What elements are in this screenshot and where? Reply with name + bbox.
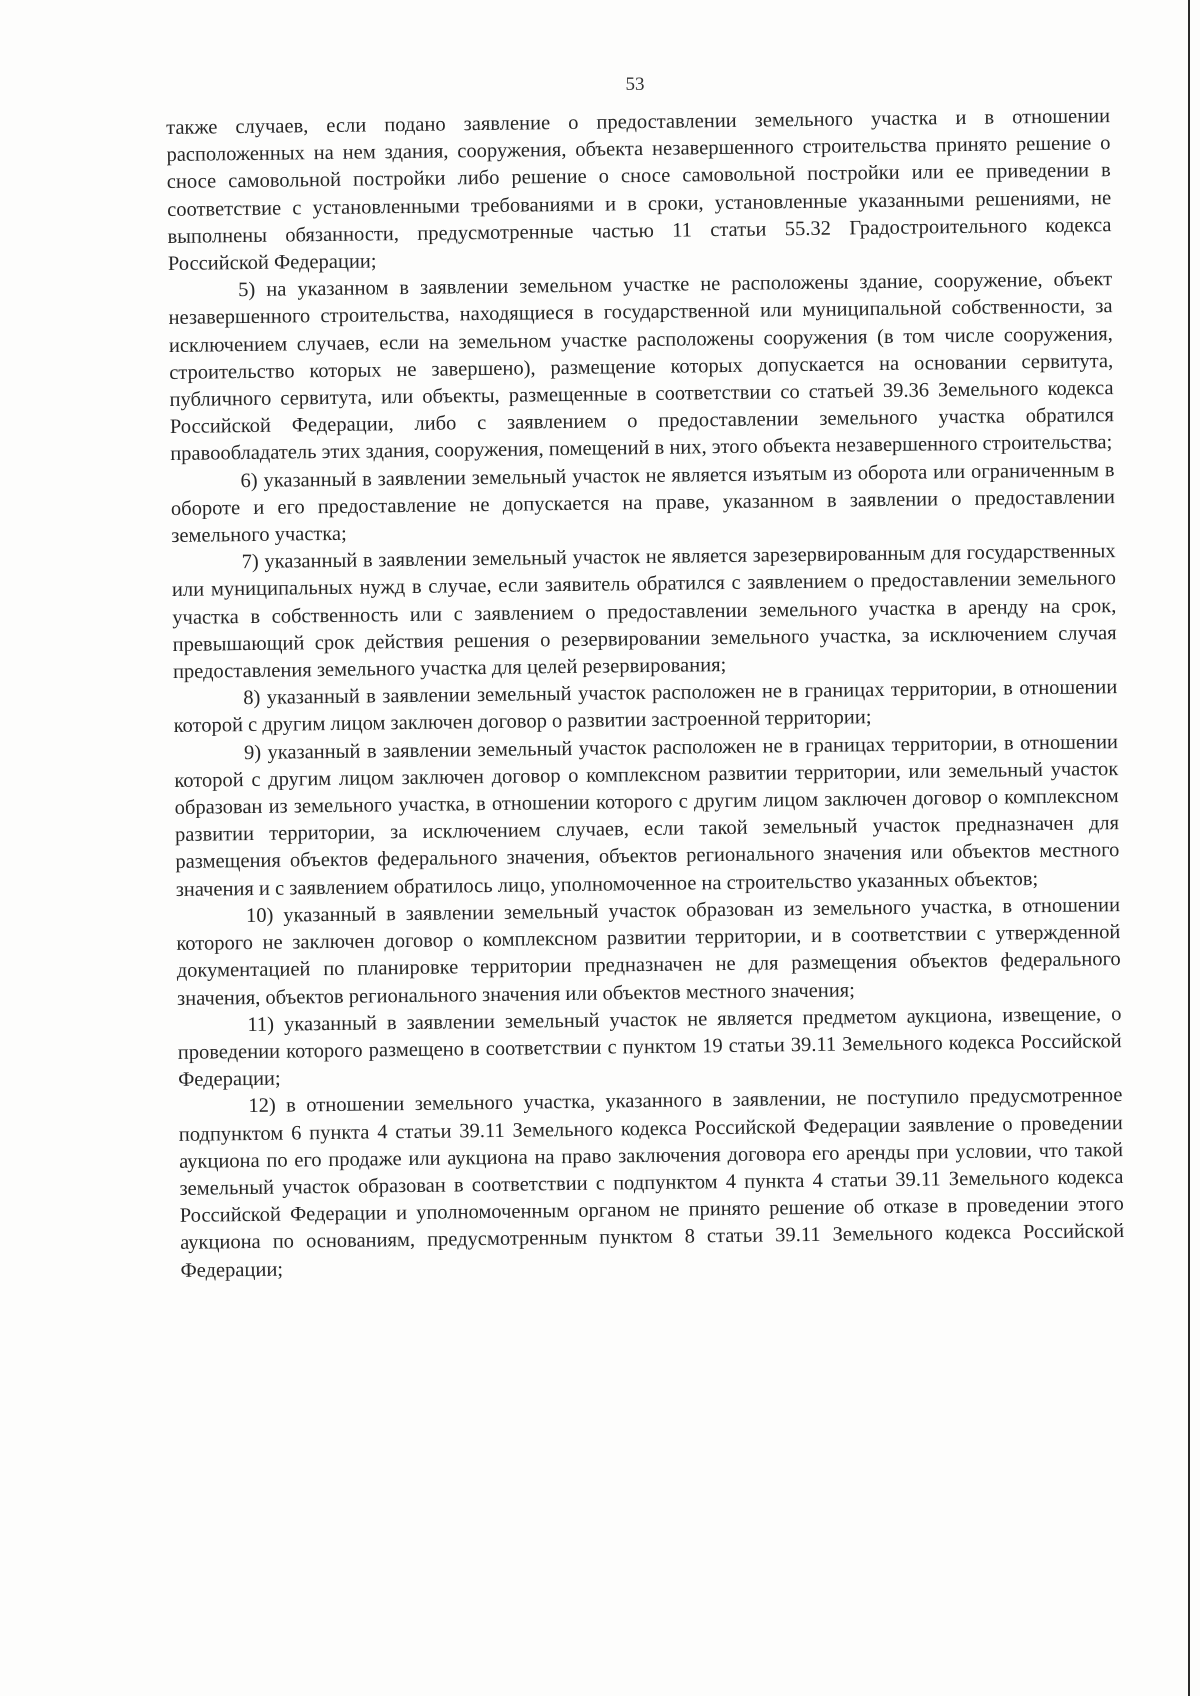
paragraph-continuation: также случаев, если подано заявление о предоставлении земельного участка и в отношении расположенных на нем здания, сооружения, объекта незавершенного строительства принято решение о сносе самовольной постройки либо решение о сносе самовольной постройки или ее приведении в соответствие с установленными требованиями и в сроки, установленные указанными решениями, не выполнены обязанности, предусмотренные частью 11 статьи 55.32 Градостроительного кодекса Российской Федерации; xyxy=(166,105,1112,276)
scan-edge-line xyxy=(1188,0,1190,1696)
paragraph-item-6: 6) указанный в заявлении земельный участок не является изъятым из оборота или ограниченным в обороте и его предоставление не допускается на праве, указанном в заявлении о предоставлении земельного участка; xyxy=(170,458,1116,548)
paragraph-item-12: 12) в отношении земельного участка, указанного в заявлении, не поступило предусмотренное подпунктом 6 пункта 4 статьи 39.11 Земельного кодекса Российской Федерации заявление о проведении аукциона по его продаже или аукциона на право заключения договора его аренды при условии, что такой земельный участок образован в соответствии с подпунктом 4 пункта 4 статьи 39.11 Земельного кодекса Российской Федерации и уполномоченным органом не принято решение об отказе в проведении этого аукциона по основаниям, предусмотренным пунктом 8 статьи 39.11 Земельного кодекса Российской Федерации; xyxy=(178,1084,1125,1282)
paragraph-item-8: 8) указанный в заявлении земельный участок расположен не в границах территории, в отношении которой с другим лицом заключен договор о развитии застроенной территории; xyxy=(173,676,1118,738)
page-number: 53 xyxy=(625,74,645,95)
document-body xyxy=(166,103,1125,1285)
paragraph-item-7: 7) указанный в заявлении земельный участок не является зарезервированным для государственных или муниципальных нужд в случае, если заявитель обратился с заявлением о предоставлении земельного участка в собственность или с заявлением о предоставлении земельного участка в аренду на срок, превышающий срок действия решения о резервировании земельного участка, за исключением случая предоставления земельного участка для целей резервирования; xyxy=(171,540,1117,684)
paragraph-item-9: 9) указанный в заявлении земельный участок расположен не в границах территории, в отношении которой с другим лицом заключен договор о комплексном развитии территории, или земельный участок образован из земельного участка, в отношении которого с другим лицом заключен договор о комплексном развитии территории, за исключением случаев, если такой земельный участок предназначен для размещения объектов федерального значения, объектов регионального значения или объектов местного значения и с заявлением обратилось лицо, уполномоченное на строительство указанных объектов; xyxy=(174,730,1120,901)
paragraph-item-5: 5) на указанном в заявлении земельном участке не расположены здание, сооружение, объект незавершенного строительства, находящиеся в государственной или муниципальной собственности, за исключением случаев, если на земельном участке расположены сооружения (в том числе сооружения, строительство которых не завершено), размещение которых допускается на основании сервитута, публичного сервитута, или объекты, размещенные в соответствии со статьей 39.36 Земельного кодекса Российской Федерации, либо с заявлением о предоставлении земельного участка обратился правообладатель этих здания, сооружения, помещений в них, этого объекта незавершенного строительства; xyxy=(168,268,1114,466)
paragraph-item-11: 11) указанный в заявлении земельный участок не является предметом аукциона, извещение, о проведении которого размещено в соответствии с пунктом 19 статьи 39.11 Земельного кодекса Российской Федерации; xyxy=(177,1002,1122,1092)
paragraph-item-10: 10) указанный в заявлении земельный участок образован из земельного участка, в отношении которого не заключен договор о комплексном развитии территории, и в соответствии с утвержденной документацией по планировке территории предназначен не для размещения объектов федерального значения, объектов регионального значения или объектов местного значения; xyxy=(176,893,1121,1010)
